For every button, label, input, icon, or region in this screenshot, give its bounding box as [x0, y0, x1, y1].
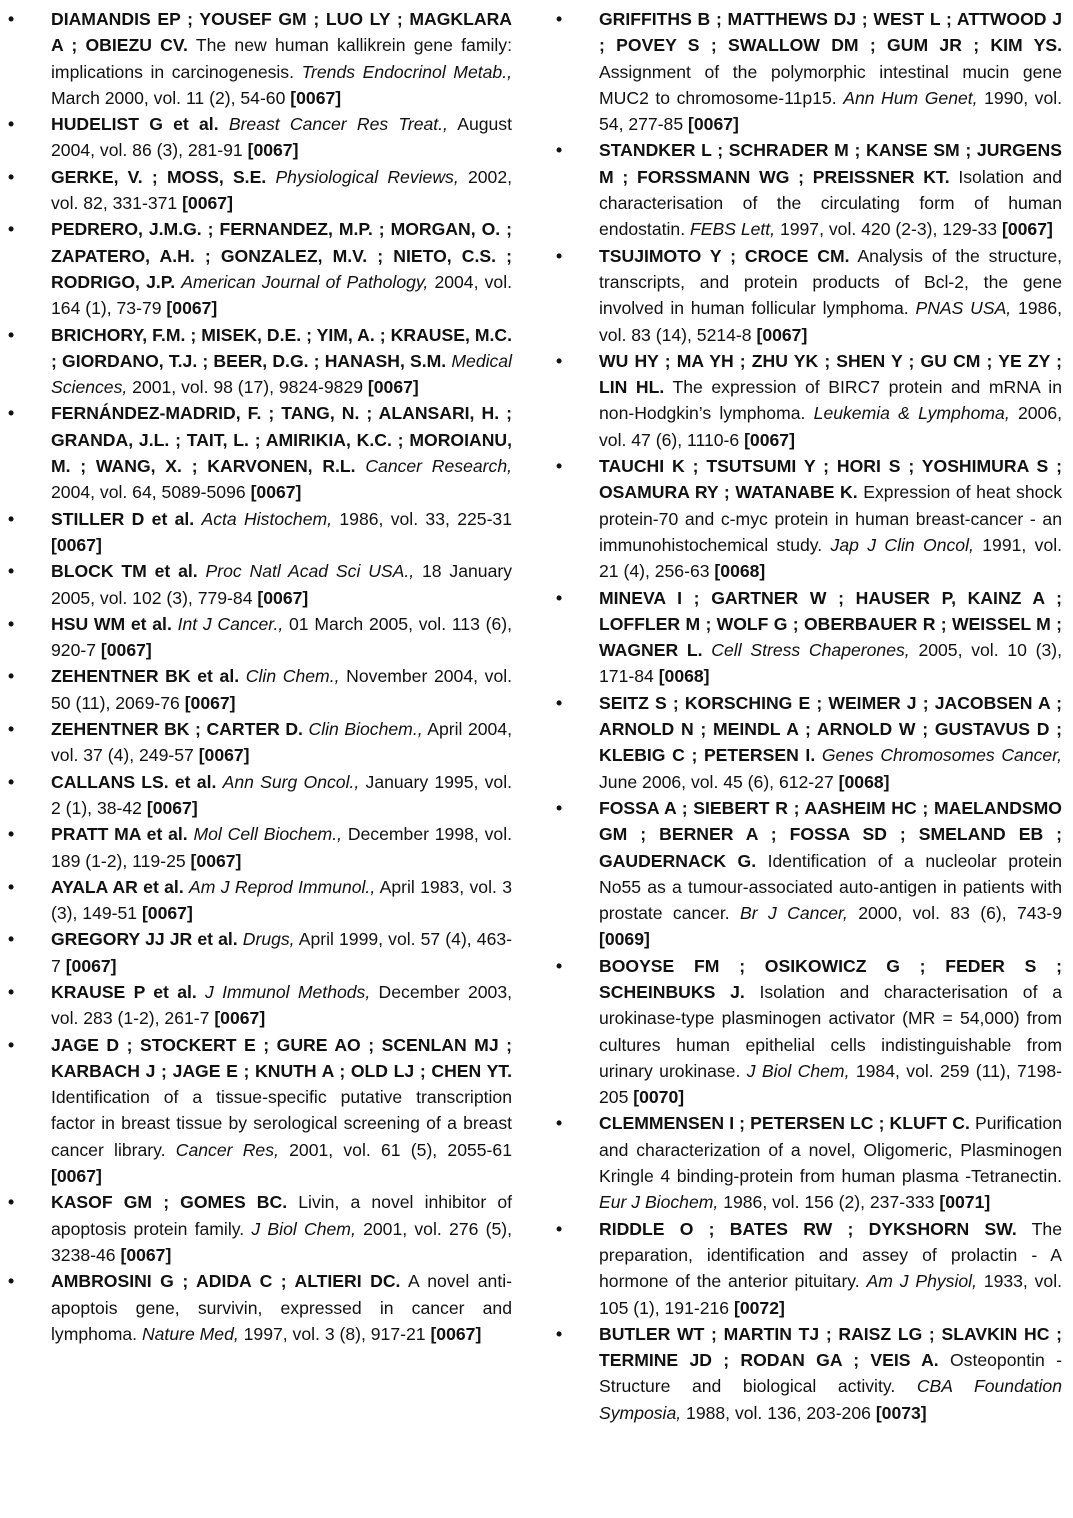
reference-journal: Physiological Reviews,	[275, 166, 459, 187]
reference-item	[8, 400, 512, 505]
bullet-marker: •	[556, 955, 563, 976]
reference-journal: Ann Surg Oncol.,	[222, 771, 360, 792]
reference-tag: [0067]	[190, 850, 242, 871]
reference-authors: GERKE, V. ; MOSS, S.E.	[51, 166, 267, 187]
reference-authors: CALLANS LS. et al.	[51, 771, 217, 792]
reference-item	[8, 663, 512, 716]
reference-journal: Proc Natl Acad Sci USA.,	[205, 561, 415, 582]
reference-item	[556, 1216, 1062, 1321]
reference-details: 18 January 2005, vol. 102 (3), 779-84	[51, 561, 513, 608]
reference-tag: [0067]	[214, 1008, 266, 1029]
reference-title: Isolation and characterisation of a urokinase-type plasminogen activator (MR = 54,000) from cultures human epithelial cells indistinguishable from urinary urokinase.	[599, 981, 1063, 1081]
bullet-marker: •	[556, 1218, 563, 1239]
reference-tag: [0068]	[658, 666, 710, 687]
reference-tag: [0067]	[141, 903, 193, 924]
reference-details: 2001, vol. 98 (17), 9824-9829	[132, 377, 364, 398]
reference-details: 2001, vol. 61 (5), 2055-61	[289, 1139, 512, 1160]
reference-authors: ZEHENTNER BK et al.	[51, 666, 240, 687]
reference-details: 2004, vol. 64, 5089-5096	[51, 482, 246, 503]
reference-title: The new human kallikrein gene family: implications in carcinogenesis.	[51, 35, 512, 82]
bullet-marker: •	[556, 1323, 563, 1344]
right-column	[556, 6, 1062, 1426]
reference-authors: AYALA AR et al.	[51, 876, 184, 897]
bullet-marker: •	[8, 613, 15, 634]
reference-journal: Eur J Biochem,	[599, 1192, 719, 1213]
reference-journal: Medical Sciences,	[51, 350, 512, 398]
reference-details: 2001, vol. 276 (5), 3238-46	[51, 1218, 512, 1265]
reference-journal: Breast Cancer Res Treat.,	[228, 114, 448, 135]
reference-details: March 2000, vol. 11 (2), 54-60	[51, 87, 286, 108]
reference-tag: [0068]	[838, 771, 890, 792]
reference-authors: FOSSA A ; SIEBERT R ; AASHEIM HC ; MAELANDSMO GM ; BERNER A ; FOSSA SD ; SMELAND EB ; GAUDERNACK G.	[599, 797, 1062, 871]
reference-tag: [0070]	[633, 1087, 685, 1108]
reference-authors: BRICHORY, F.M. ; MISEK, D.E. ; YIM, A. ; KRAUSE, M.C. ; GIORDANO, T.J. ; BEER, D.G. ; HANASH, S.M.	[51, 324, 512, 371]
reference-details: January 1995, vol. 2 (1), 38-42	[51, 771, 513, 818]
reference-authors: JAGE D ; STOCKERT E ; GURE AO ; SCENLAN MJ ; KARBACH J ; JAGE E ; KNUTH A ; OLD LJ ; CHEN YT.	[51, 1034, 512, 1081]
bullet-marker: •	[8, 1271, 15, 1292]
reference-authors: TSUJIMOTO Y ; CROCE CM.	[599, 245, 850, 266]
reference-title: Osteopontin - Structure and biological activity.	[599, 1350, 1062, 1397]
reference-details: 2005, vol. 10 (3), 171-84	[599, 640, 1063, 687]
reference-details: 1990, vol. 54, 277-85	[599, 87, 1063, 135]
reference-journal: CBA Foundation Symposia,	[599, 1376, 1063, 1423]
reference-title: Assignment of the polymorphic intestinal mucin gene MUC2 to chromosome-11p15.	[599, 61, 1062, 108]
reference-item	[8, 926, 512, 979]
reference-authors: PEDRERO, J.M.G. ; FERNANDEZ, M.P. ; MORGAN, O. ; ZAPATERO, A.H. ; GONZALEZ, M.V. ; NIETO, C.S. ; RODRIGO, J.P.	[51, 219, 512, 292]
reference-title: The expression of BIRC7 protein and mRNA in non-Hodgkin’s lymphoma.	[599, 377, 1062, 424]
reference-authors: GRIFFITHS B ; MATTHEWS DJ ; WEST L ; ATTWOOD J ; POVEY S ; SWALLOW DM ; GUM JR ; KIM YS.	[599, 9, 1062, 56]
bullet-marker: •	[556, 9, 563, 29]
bullet-marker: •	[556, 587, 563, 608]
reference-authors: BLOCK TM et al.	[51, 561, 198, 582]
reference-authors: STANDKER L ; SCHRADER M ; KANSE SM ; JURGENS M ; FORSSMANN WG ; PREISSNER KT.	[599, 140, 1062, 187]
reference-journal: J Biol Chem,	[251, 1218, 356, 1239]
reference-journal: Cancer Research,	[365, 456, 512, 477]
reference-tag: [0067]	[688, 114, 739, 135]
reference-journal: Nature Med,	[141, 1323, 239, 1344]
bullet-marker: •	[556, 456, 563, 477]
reference-tag: [0067]	[120, 1244, 172, 1265]
reference-journal: Am J Reprod Immunol.,	[189, 876, 376, 897]
reference-authors: KASOF GM ; GOMES BC.	[51, 1192, 288, 1213]
reference-tag: [0067]	[1001, 219, 1053, 240]
bullet-marker: •	[8, 929, 15, 950]
reference-title: Livin, a novel inhibitor of apoptosis protein family.	[51, 1192, 513, 1239]
reference-journal: Am J Physiol,	[866, 1271, 977, 1292]
reference-authors: BUTLER WT ; MARTIN TJ ; RAISZ LG ; SLAVKIN HC ; TERMINE JD ; RODAN GA ; VEIS A.	[599, 1323, 1062, 1371]
reference-item	[8, 821, 512, 874]
bullet-marker: •	[8, 508, 15, 529]
reference-item	[556, 137, 1062, 242]
bullet-marker: •	[556, 350, 563, 371]
reference-authors: HSU WM et al.	[51, 613, 172, 634]
reference-tag: [0067]	[257, 587, 309, 608]
reference-item	[556, 1110, 1062, 1215]
reference-details: April 1999, vol. 57 (4), 463-7	[51, 929, 513, 976]
reference-item	[8, 769, 512, 822]
reference-item	[556, 690, 1062, 795]
reference-authors: HUDELIST G et al.	[51, 114, 219, 135]
reference-item	[8, 6, 512, 111]
reference-item	[556, 795, 1062, 953]
reference-details: 1997, vol. 3 (8), 917-21	[243, 1323, 426, 1344]
reference-item	[556, 348, 1062, 453]
reference-authors: GREGORY JJ JR et al.	[51, 929, 238, 950]
bullet-marker: •	[8, 166, 15, 187]
bullet-marker: •	[556, 140, 563, 161]
reference-tag: [0071]	[939, 1192, 991, 1213]
reference-item	[8, 1268, 512, 1347]
bullet-marker: •	[556, 692, 563, 713]
reference-tag: [0067]	[166, 298, 218, 319]
reference-authors: KRAUSE P et al.	[51, 981, 197, 1002]
reference-item	[8, 111, 512, 164]
bullet-marker: •	[8, 561, 15, 582]
reference-tag: [0067]	[51, 1166, 102, 1187]
reference-item	[8, 1189, 512, 1268]
reference-title: The preparation, identification and assey of prolactin - A hormone of the anterior pituitary.	[599, 1218, 1062, 1292]
bullet-marker: •	[8, 9, 15, 29]
reference-details: April 2004, vol. 37 (4), 249-57	[51, 719, 512, 766]
reference-item	[8, 874, 512, 927]
reference-item	[556, 453, 1062, 584]
reference-tag: [0067]	[290, 87, 342, 108]
reference-item	[556, 585, 1062, 690]
reference-journal: Int J Cancer.,	[177, 613, 284, 634]
bullet-marker: •	[8, 771, 15, 792]
reference-item	[8, 716, 512, 769]
bullet-marker: •	[556, 245, 563, 266]
reference-details: 1986, vol. 83 (14), 5214-8	[599, 298, 1062, 345]
reference-tag: [0067]	[100, 640, 152, 661]
reference-authors: BOOYSE FM ; OSIKOWICZ G ; FEDER S ; SCHEINBUKS J.	[599, 955, 1062, 1002]
reference-journal: Acta Histochem,	[201, 508, 333, 529]
reference-item	[8, 979, 512, 1032]
bullet-marker: •	[556, 797, 563, 818]
reference-details: 1986, vol. 156 (2), 237-333	[723, 1192, 935, 1213]
reference-authors: AMBROSINI G ; ADIDA C ; ALTIERI DC.	[51, 1271, 401, 1292]
reference-details: April 1983, vol. 3 (3), 149-51	[51, 876, 512, 924]
reference-tag: [0073]	[875, 1402, 927, 1423]
reference-title: Identification of a nucleolar protein No55 as a tumour-associated auto-antigen in patients with prostate cancer.	[599, 850, 1062, 924]
reference-tag: [0067]	[756, 324, 808, 345]
reference-authors: MINEVA I ; GARTNER W ; HAUSER P, KAINZ A ; LOFFLER M ; WOLF G ; OBERBAUER R ; WEISSEL M ; WAGNER L.	[599, 587, 1062, 661]
reference-journal: Ann Hum Genet,	[843, 87, 978, 108]
bullet-marker: •	[8, 876, 15, 897]
reference-journal: FEBS Lett,	[689, 219, 776, 240]
reference-tag: [0067]	[184, 692, 236, 713]
reference-journal: Jap J Clin Oncol,	[830, 534, 974, 555]
left-column	[8, 6, 512, 1347]
reference-authors: WU HY ; MA YH ; ZHU YK ; SHEN Y ; GU CM ; YE ZY ; LIN HL.	[599, 350, 1062, 398]
reference-title: Analysis of the structure, transcripts, and protein products of Bcl-2, the gene involved in human follicular lymphoma.	[599, 245, 1063, 319]
reference-journal: Leukemia & Lymphoma,	[813, 403, 1010, 424]
reference-authors: PRATT MA et al.	[51, 824, 188, 845]
reference-journal: Clin Chem.,	[245, 666, 340, 687]
reference-authors: DIAMANDIS EP ; YOUSEF GM ; LUO LY ; MAGKLARA A ; OBIEZU CV.	[51, 9, 512, 56]
reference-details: 2000, vol. 83 (6), 743-9	[858, 903, 1063, 924]
bullet-marker: •	[556, 1113, 563, 1134]
reference-journal: Cell Stress Chaperones,	[711, 640, 910, 661]
reference-title: Identification of a tissue-specific putative transcription factor in breast tissue by serological screening of a breast cancer library.	[51, 1087, 512, 1160]
reference-item	[556, 1321, 1062, 1426]
reference-journal: Mol Cell Biochem.,	[193, 824, 342, 845]
reference-title: Isolation and characterisation of the circulating form of human endostatin.	[599, 166, 1062, 240]
reference-journal: Drugs,	[242, 929, 295, 950]
reference-tag: [0067]	[744, 429, 795, 450]
reference-tag: [0069]	[599, 929, 650, 950]
reference-item	[8, 322, 512, 401]
reference-authors: TAUCHI K ; TSUTSUMI Y ; HORI S ; YOSHIMURA S ; OSAMURA RY ; WATANABE K.	[599, 456, 1062, 503]
reference-title: Purification and characterization of a novel, Oligomeric, Plasminogen Kringle 4 binding-protein from human plasma -Tetranectin.	[599, 1113, 1063, 1187]
reference-tag: [0067]	[198, 745, 250, 766]
reference-authors: RIDDLE O ; BATES RW ; DYKSHORN SW.	[599, 1218, 1017, 1239]
reference-authors: ZEHENTNER BK ; CARTER D.	[51, 719, 303, 740]
bullet-marker: •	[8, 824, 15, 845]
reference-tag: [0067]	[146, 797, 198, 818]
reference-journal: J Immunol Methods,	[205, 981, 371, 1002]
reference-tag: [0067]	[65, 955, 117, 976]
bullet-marker: •	[8, 114, 15, 135]
bullet-marker: •	[8, 219, 15, 240]
reference-tag: [0067]	[51, 534, 102, 555]
reference-item	[8, 216, 512, 321]
reference-item	[8, 611, 512, 664]
reference-authors: CLEMMENSEN I ; PETERSEN LC ; KLUFT C.	[599, 1113, 970, 1134]
bullet-marker: •	[8, 1192, 15, 1213]
reference-journal: Cancer Res,	[175, 1139, 279, 1160]
reference-details: 1986, vol. 33, 225-31	[339, 508, 512, 529]
reference-title: A novel anti-apoptois gene, survivin, expressed in cancer and lymphoma.	[51, 1271, 512, 1344]
reference-details: 1988, vol. 136, 203-206	[686, 1402, 871, 1423]
reference-item	[556, 953, 1062, 1111]
reference-details: 1933, vol. 105 (1), 191-216	[599, 1271, 1063, 1318]
bullet-marker: •	[8, 666, 15, 687]
reference-journal: Clin Biochem.,	[308, 719, 423, 740]
reference-item	[556, 6, 1062, 137]
reference-details: 1991, vol. 21 (4), 256-63	[599, 534, 1063, 582]
reference-details: June 2006, vol. 45 (6), 612-27	[599, 771, 834, 792]
reference-tag: [0067]	[367, 377, 419, 398]
reference-item	[8, 558, 512, 611]
reference-details: 2002, vol. 82, 331-371	[51, 166, 512, 214]
bullet-marker: •	[8, 403, 15, 424]
reference-list-left	[8, 6, 512, 1347]
reference-tag: [0067]	[247, 140, 299, 161]
reference-details: November 2004, vol. 50 (11), 2069-76	[51, 666, 513, 713]
reference-authors: SEITZ S ; KORSCHING E ; WEIMER J ; JACOBSEN A ; ARNOLD N ; MEINDL A ; ARNOLD W ; GUSTAVUS D ; KLEBIG C ; PETERSEN I.	[599, 692, 1062, 766]
reference-journal: Trends Endocrinol Metab.,	[301, 61, 512, 82]
reference-tag: [0067]	[430, 1323, 482, 1344]
reference-authors: FERNÁNDEZ-MADRID, F. ; TANG, N. ; ALANSARI, H. ; GRANDA, J.L. ; TAIT, L. ; AMIRIKIA, K.C. ; MOROIANU, M. ; WANG, X. ; KARVONEN, R.L.	[51, 403, 512, 477]
bullet-marker: •	[8, 1034, 15, 1055]
reference-item	[556, 243, 1062, 348]
reference-details: 1984, vol. 259 (11), 7198-205	[599, 1060, 1063, 1108]
reference-journal: American Journal of Pathology,	[181, 271, 429, 292]
reference-tag: [0067]	[182, 193, 233, 214]
reference-details: 2006, vol. 47 (6), 1110-6	[599, 403, 1062, 450]
reference-item	[8, 506, 512, 559]
reference-details: 2004, vol. 164 (1), 73-79	[51, 271, 512, 319]
reference-journal: Genes Chromosomes Cancer,	[821, 745, 1062, 766]
reference-list-right	[556, 6, 1062, 1426]
reference-journal: Br J Cancer,	[740, 903, 848, 924]
reference-item	[8, 1032, 512, 1190]
reference-details: 01 March 2005, vol. 113 (6), 920-7	[51, 613, 513, 661]
reference-authors: STILLER D et al.	[51, 508, 195, 529]
reference-tag: [0072]	[733, 1297, 785, 1318]
reference-tag: [0068]	[714, 561, 766, 582]
reference-details: August 2004, vol. 86 (3), 281-91	[51, 114, 512, 161]
bullet-marker: •	[8, 981, 15, 1002]
reference-tag: [0067]	[250, 482, 302, 503]
bullet-marker: •	[8, 719, 15, 740]
reference-journal: J Biol Chem,	[746, 1060, 850, 1081]
reference-details: December 1998, vol. 189 (1-2), 119-25	[51, 824, 512, 871]
reference-title: Expression of heat shock protein-70 and c-myc protein in human breast-cancer - an immunohistochemical study.	[599, 482, 1062, 555]
reference-journal: PNAS USA,	[915, 298, 1012, 319]
reference-details: December 2003, vol. 283 (1-2), 261-7	[51, 981, 512, 1029]
reference-item	[8, 164, 512, 217]
bullet-marker: •	[8, 324, 15, 345]
reference-details: 1997, vol. 420 (2-3), 129-33	[779, 219, 998, 240]
